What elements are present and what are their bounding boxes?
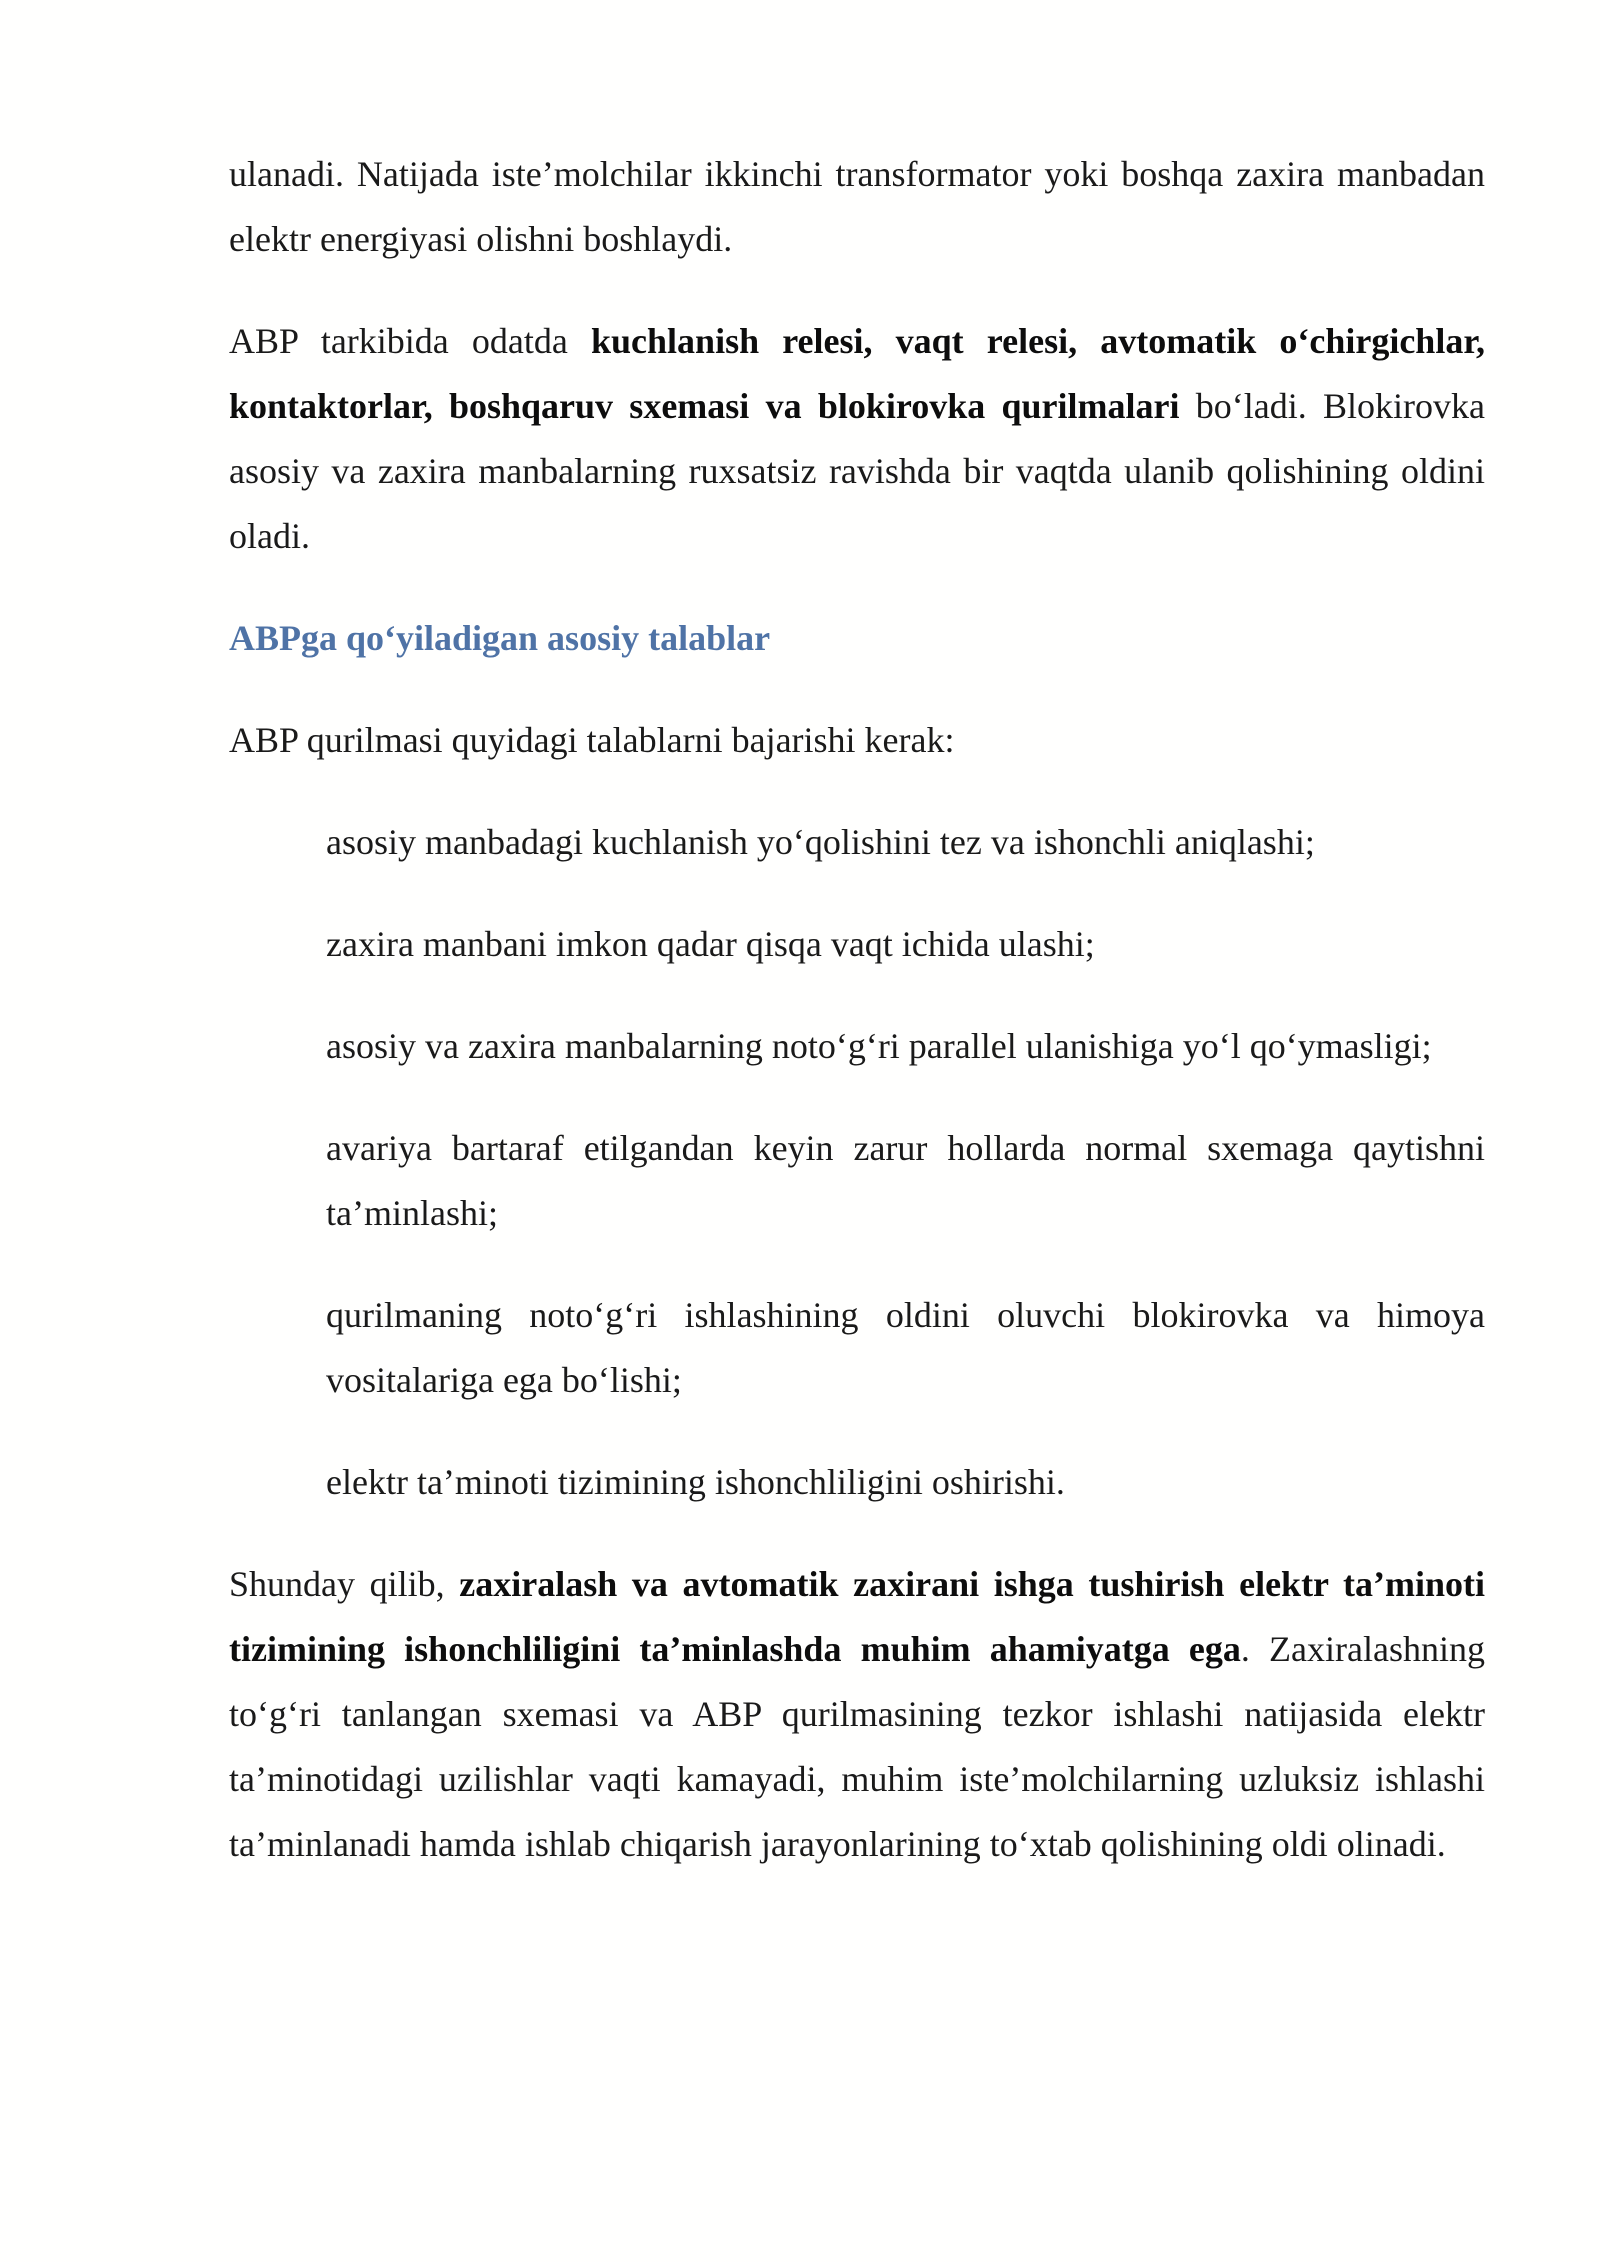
paragraph-continuation xyxy=(229,142,1485,272)
paragraph-text-prefix: ABP tarkibida odatda xyxy=(229,321,591,361)
requirements-intro: ABP qurilmasi quyidagi talablarni bajarishi kerak: xyxy=(229,720,955,760)
list-item: asosiy manbadagi kuchlanish yo‘qolishini tez va ishonchli aniqlashi; xyxy=(326,822,1315,862)
conclusion-text-prefix: Shunday qilib, xyxy=(229,1564,460,1604)
conclusion-text-suffix: . Zaxiralashning to‘g‘ri tanlangan sxemasi va ABP qurilmasining tezkor ishlashi natijasida elektr ta’minotidagi uzilishlar vaqti kamayadi, muhim iste’molchilarning uzluksiz ishlashi ta’minlanadi hamda ishlab chiqarish jarayonlarining to‘xtab qolishining oldi olinadi. xyxy=(229,1629,1485,1864)
list-item: zaxira manbani imkon qadar qisqa vaqt ichida ulashi; xyxy=(326,924,1095,964)
list-item: asosiy va zaxira manbalarning noto‘g‘ri parallel ulanishiga yo‘l qo‘ymasligi; xyxy=(326,1026,1432,1066)
paragraph-text-suffix: bo‘ladi. Blokirovka asosiy va zaxira manbalarning ruxsatsiz ravishda bir vaqtda ulanib qolishining oldini oladi. xyxy=(229,386,1486,556)
conclusion-bold-statement: zaxiralash va avtomatik zaxirani ishga tushirish elektr ta’minoti tizimining ishonchliligini ta’minlashda muhim ahamiyatga ega xyxy=(229,1564,1485,1669)
paragraph-conclusion xyxy=(229,1552,1485,1877)
list-item: avariya bartaraf etilgandan keyin zarur hollarda normal sxemaga qaytishni ta’minlashi; xyxy=(326,1128,1485,1233)
paragraph-abp-components xyxy=(229,309,1485,569)
document-body xyxy=(229,142,1485,1914)
list-item: qurilmaning noto‘g‘ri ishlashining oldini oluvchi blokirovka va himoya vositalariga ega bo‘lishi; xyxy=(326,1295,1485,1400)
list-item: elektr ta’minoti tizimining ishonchliligini oshirishi. xyxy=(326,1462,1065,1502)
paragraph-bold-components: kuchlanish relesi, vaqt relesi, avtomatik o‘chirgichlar, kontaktorlar, boshqaruv sxemasi va blokirovka qurilmalari xyxy=(229,321,1485,426)
requirements-list xyxy=(229,810,1485,1515)
section-heading: ABPga qo‘yiladigan asosiy talablar xyxy=(229,618,771,658)
paragraph-text: ulanadi. Natijada iste’molchilar ikkinchi transformator yoki boshqa zaxira manbadan elektr energiyasi olishni boshlaydi. xyxy=(229,154,1485,259)
